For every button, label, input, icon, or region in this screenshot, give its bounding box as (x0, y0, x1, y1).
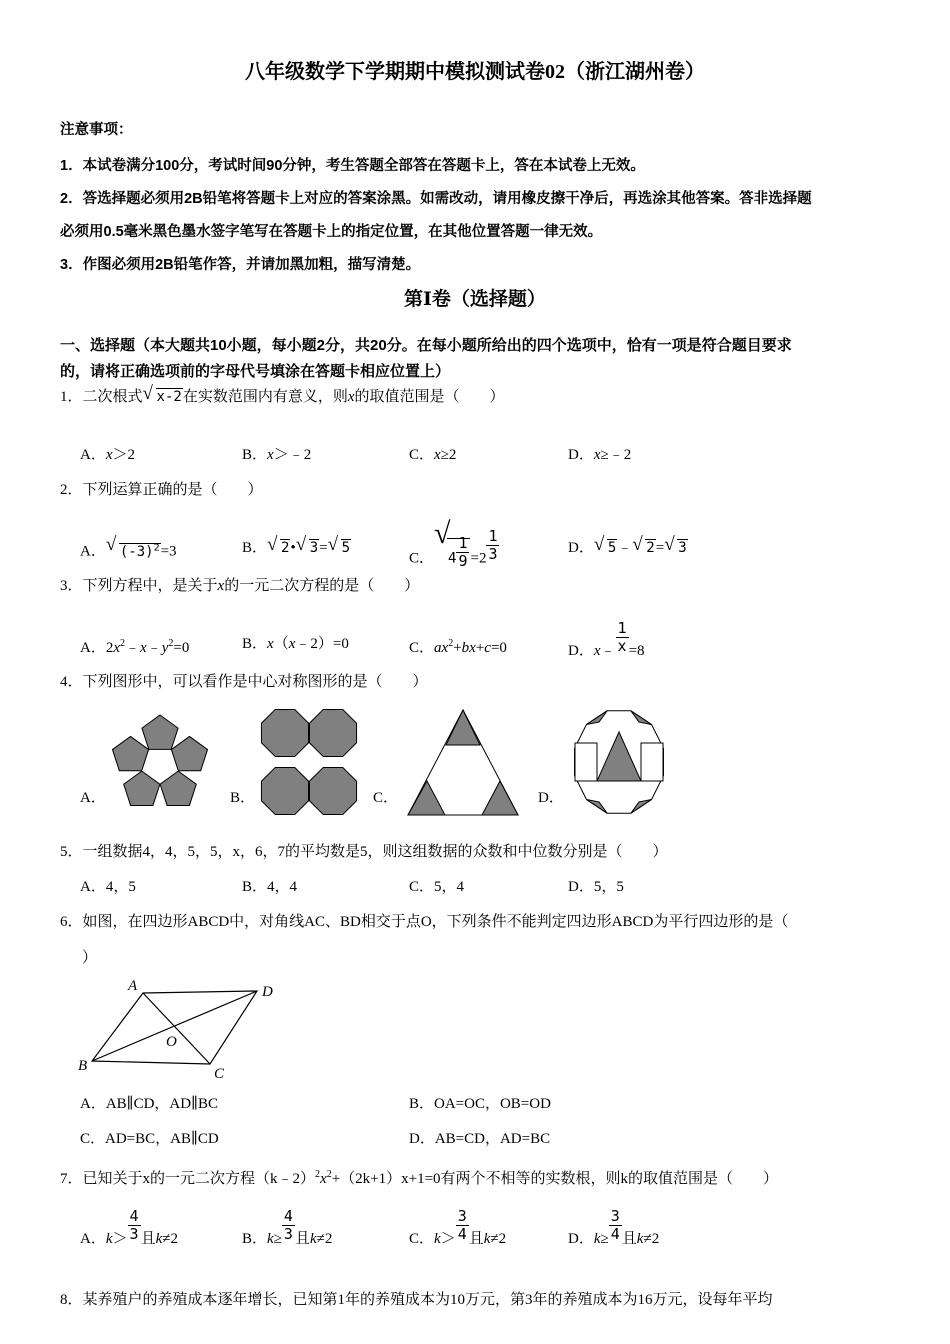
figure-label-c: C． (373, 790, 399, 806)
t: (-3) (119, 543, 154, 560)
t: ≥ (600, 1230, 609, 1247)
option-b: B．OA=OC，OB=OD (409, 1096, 551, 1112)
radicand: 2 (646, 540, 655, 556)
option-a: A．4，5 (80, 879, 136, 895)
t: 的一元二次方程的是（ ） (224, 578, 420, 594)
t: + (453, 640, 462, 656)
exp: 2 (315, 1169, 321, 1180)
option-b (242, 1207, 333, 1257)
t: ＞2 (112, 447, 136, 463)
option-c (409, 1207, 507, 1257)
question-7-stem (60, 1165, 778, 1189)
var: x (347, 389, 355, 405)
label: B． (242, 447, 268, 463)
t: 且 (621, 1230, 637, 1247)
notice-rule: 3．作图必须用2B铅笔作答，并请加黑加粗，描写清楚。 (60, 257, 421, 273)
num: 1 (617, 619, 627, 637)
t: 3．下列方程中，是关于 (60, 578, 218, 594)
figure-label-b: B． (230, 790, 256, 806)
t: = (655, 540, 665, 556)
exp: 2 (120, 638, 126, 649)
t: ﹣ (146, 640, 162, 656)
t: =2 (470, 550, 487, 567)
t: ≠2 (643, 1230, 660, 1247)
t: =3 (160, 543, 177, 560)
point-c-label: C (214, 1066, 225, 1082)
var: x (320, 1171, 327, 1187)
figure-label-d: D． (538, 790, 564, 806)
notice-rule: 1．本试卷满分100分，考试时间90分钟，考生答题全部答在答题卡上，答在本试卷上无效。 (60, 158, 645, 174)
t: ≥﹣2 (600, 447, 632, 463)
t: ﹣2）=0 (295, 636, 349, 652)
den: 4 (457, 1225, 467, 1243)
var: c (484, 640, 491, 656)
t: ﹣ (600, 642, 616, 659)
notice-heading: 注意事项： (60, 122, 133, 138)
t: ＞ (440, 1230, 456, 1247)
var: k (155, 1230, 163, 1247)
label: D． (568, 1230, 594, 1247)
question-4-stem: 4．下列图形中，可以看作是中心对称图形的是（ ） (60, 674, 428, 690)
question-5-stem: 5．一组数据4，4，5，5，x，6，7的平均数是5，则这组数据的众数和中位数分别是（ ） (60, 844, 668, 860)
label: C． (409, 550, 435, 567)
t: 且 (294, 1230, 310, 1247)
var: k (636, 1230, 644, 1247)
radicand: 5 (607, 540, 617, 556)
var: x (593, 447, 601, 463)
radicand: 3 (678, 540, 687, 556)
den: 3 (283, 1225, 293, 1243)
diagonal-ac (143, 993, 210, 1064)
var: k (267, 1230, 274, 1247)
var: x (288, 636, 296, 652)
var: k (434, 1230, 441, 1247)
den: x (617, 637, 627, 655)
t: ≥ (273, 1230, 282, 1247)
label: A． (80, 640, 106, 656)
t: =0 (490, 640, 507, 656)
label: D． (568, 642, 594, 659)
label: B． (242, 636, 268, 652)
den: 3 (129, 1225, 139, 1243)
figure-label-a: A． (80, 790, 106, 806)
t: （ (273, 636, 289, 652)
notice-rule: 2．答选择题必须用2B铅笔将答题卡上对应的答案涂黑。如需改动，请用橡皮擦干净后，再选涂其他答案。答非选择题 (60, 191, 812, 207)
t: = (319, 540, 328, 556)
num: 3 (457, 1207, 467, 1225)
point-b-label: B (78, 1058, 88, 1074)
num: 3 (610, 1207, 620, 1225)
volume-title: 第Ⅰ卷（选择题） (404, 289, 546, 310)
point-d-label: D (262, 984, 273, 1000)
radicand: 5 (341, 540, 351, 556)
t: ﹣ (617, 540, 633, 556)
text: 在实数范围内有意义，则 (182, 389, 348, 405)
label: C． (409, 1230, 435, 1247)
radicand: 2 (281, 540, 290, 556)
label: A． (80, 1230, 106, 1247)
fraction (128, 1208, 141, 1243)
num: 4 (283, 1207, 293, 1225)
radicand: 3 (309, 540, 319, 556)
option-d: D．AB=CD，AD=BC (409, 1131, 551, 1147)
var: k (105, 1230, 113, 1247)
text: 1．二次根式 (60, 389, 143, 405)
t: ≥2 (440, 447, 457, 463)
exp: 2 (448, 638, 454, 649)
label: A． (80, 447, 106, 463)
den: 9 (458, 552, 468, 570)
exp: 2 (326, 1169, 332, 1180)
option-d (568, 1207, 660, 1257)
num: 4 (129, 1207, 139, 1225)
label: A． (80, 543, 106, 560)
notice-rule: 必须用0.5毫米黑色墨水签字笔写在答题卡上的指定位置，在其他位置答题一律无效。 (60, 224, 603, 240)
t: 且 (468, 1230, 484, 1247)
t: • (290, 540, 296, 556)
option-b: B．4，4 (242, 879, 298, 895)
exp: 2 (168, 638, 174, 649)
option-c: C．5，4 (409, 879, 465, 895)
radicand: x-2 (156, 389, 182, 405)
text: 的取值范围是（ ） (354, 389, 505, 405)
label: B． (242, 1230, 268, 1247)
question-2-stem: 2．下列运算正确的是（ ） (60, 482, 263, 498)
var: k (593, 1230, 601, 1247)
t: ＞ (112, 1230, 128, 1247)
option-d: D．5，5 (568, 879, 624, 895)
t: ＞﹣2 (273, 447, 312, 463)
t: =0 (173, 640, 190, 656)
question-6-stem-end: ） (82, 950, 98, 966)
t: ﹣ (125, 640, 141, 656)
label: C． (409, 640, 435, 656)
var: x (140, 640, 147, 656)
var: x (267, 636, 274, 652)
var: ax (434, 640, 449, 656)
var: x (267, 447, 274, 463)
var: x (217, 578, 225, 594)
t: 4 (448, 550, 457, 567)
label: D． (568, 447, 594, 463)
var: x (434, 447, 441, 463)
label: D． (568, 540, 594, 556)
var: k (483, 1230, 491, 1247)
t: 且 (140, 1230, 156, 1247)
var: bx (461, 640, 476, 656)
var: x (113, 640, 121, 656)
question-6-stem: 6．如图，在四边形ABCD中，对角线AC、BD相交于点O，下列条件不能判定四边形ABCD为平行四边形的是（ (60, 914, 789, 930)
point-o-label: O (166, 1034, 177, 1050)
diagonal-bd (92, 991, 257, 1061)
fraction (609, 1208, 622, 1243)
fraction (456, 1208, 469, 1243)
t: + (475, 640, 485, 656)
var: x (105, 447, 113, 463)
fraction (282, 1208, 295, 1243)
var: y (161, 640, 169, 656)
t: +（2k+1）x+1=0有两个不相等的实数根，则k的取值范围是（ ） (331, 1171, 779, 1187)
t: ≠2 (162, 1230, 178, 1247)
section-heading: 一、选择题（本大题共10小题，每小题2分，共20分。在每小题所给出的四个选项中，恰有一项是符合题目要求 (60, 337, 792, 354)
den: 3 (488, 544, 498, 563)
label: C． (409, 447, 435, 463)
option-a: A．AB∥CD，AD∥BC (80, 1096, 219, 1112)
t: ≠2 (316, 1230, 333, 1247)
t: ≠2 (490, 1230, 507, 1247)
t: 7．已知关于x的一元二次方程（k﹣2） (60, 1171, 316, 1187)
t: 2 (105, 640, 114, 656)
option-a (80, 1207, 178, 1257)
exp: 2 (153, 542, 160, 553)
num: 1 (488, 526, 498, 545)
var: x (593, 642, 601, 659)
point-a-label: A (128, 978, 138, 994)
label: B． (242, 540, 268, 556)
page-title: 八年级数学下学期期中模拟测试卷02（浙江湖州卷） (245, 61, 705, 83)
question-8-stem: 8．某养殖户的养殖成本逐年增长，已知第1年的养殖成本为10万元，第3年的养殖成本为16万元，设每年平均 (60, 1292, 773, 1308)
option-c: C．AD=BC，AB∥CD (80, 1131, 219, 1147)
section-heading: 的，请将正确选项前的字母代号填涂在答题卡相应位置上） (60, 363, 451, 380)
var: k (309, 1230, 317, 1247)
t: =8 (628, 642, 645, 659)
num: 1 (458, 534, 468, 552)
den: 4 (610, 1225, 620, 1243)
